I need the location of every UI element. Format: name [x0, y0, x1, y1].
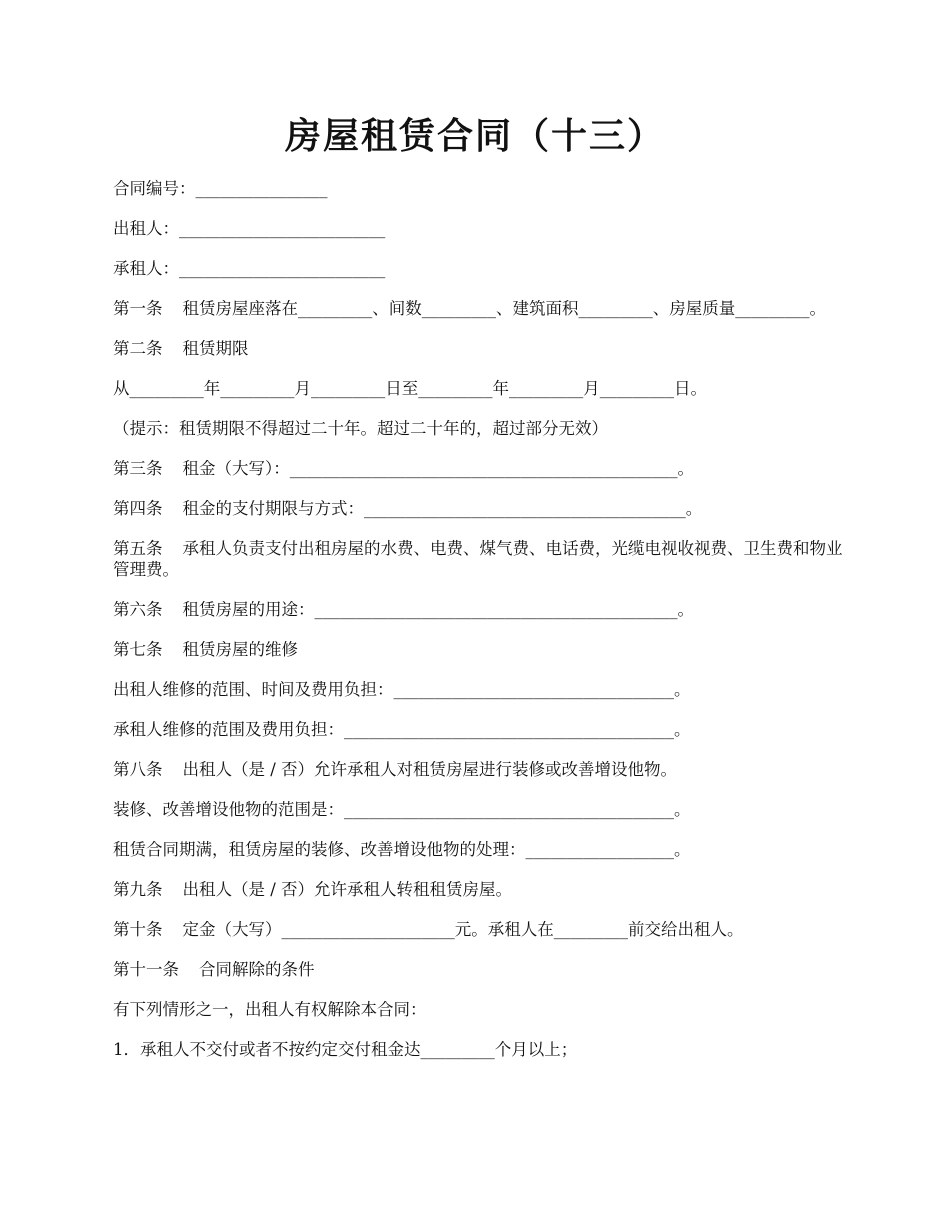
article-7	[113, 639, 843, 660]
article-8-text: 出租人（是 / 否）允许承租人对租赁房屋进行装修或改善增设他物。	[182, 760, 678, 779]
article-6-heading: 第六条	[113, 600, 163, 619]
termination-item-1: 1．承租人不交付或者不按约定交付租金达_________个月以上；	[113, 1040, 578, 1059]
article-2	[113, 338, 843, 359]
article-10-text: 定金（大写）_____________________元。承租人在_________前交给出租人。	[182, 920, 744, 939]
article-4-heading: 第四条	[113, 499, 163, 518]
article-3	[113, 458, 843, 479]
document-title: 房屋租赁合同（十三）	[284, 115, 665, 157]
contract-number-line: 合同编号：________________	[113, 179, 328, 198]
lease-term-line: 从_________年_________月_________日至_________年_________月_________日。	[113, 379, 707, 398]
article-6-text: 租赁房屋的用途：____________________________________________。	[182, 600, 694, 619]
article-8-heading: 第八条	[113, 760, 163, 779]
article-10-heading: 第十条	[113, 920, 163, 939]
article-11	[113, 959, 843, 980]
article-9	[113, 879, 843, 900]
article-2-heading: 第二条	[113, 339, 163, 358]
lessor-line: 出租人：_________________________	[113, 219, 386, 238]
article-8	[113, 759, 843, 780]
article-5	[113, 538, 843, 580]
contract-body	[113, 178, 843, 1060]
article-7-heading: 第七条	[113, 640, 163, 659]
decoration-expiry-line: 租赁合同期满，租赁房屋的装修、改善增设他物的处理：__________________。	[113, 840, 691, 859]
article-4-text: 租金的支付期限与方式：_______________________________________。	[182, 499, 703, 518]
article-3-heading: 第三条	[113, 459, 163, 478]
decoration-scope-line: 装修、改善增设他物的范围是：________________________________________。	[113, 800, 691, 819]
lease-term-hint: （提示：租赁期限不得超过二十年。超过二十年的，超过部分无效）	[113, 419, 608, 438]
repair-lessee-line: 承租人维修的范围及费用负担：________________________________________。	[113, 720, 691, 739]
article-7-text: 租赁房屋的维修	[182, 640, 298, 659]
article-1-heading: 第一条	[113, 299, 163, 318]
article-10	[113, 919, 843, 940]
article-9-heading: 第九条	[113, 880, 163, 899]
article-5-heading: 第五条	[113, 539, 163, 558]
repair-lessor-line: 出租人维修的范围、时间及费用负担：__________________________________。	[113, 680, 691, 699]
article-1-text: 租赁房屋座落在_________、间数_________、建筑面积_________、房屋质量_________。	[182, 299, 826, 318]
article-4	[113, 498, 843, 519]
termination-intro: 有下列情形之一，出租人有权解除本合同：	[113, 1000, 427, 1019]
article-2-text: 租赁期限	[182, 339, 249, 358]
lessee-line: 承租人：_________________________	[113, 259, 386, 278]
article-5-text: 承租人负责支付出租房屋的水费、电费、煤气费、电话费，光缆电视收视费、卫生费和物业管理费。	[113, 539, 843, 579]
article-9-text: 出租人（是 / 否）允许承租人转租租赁房屋。	[182, 880, 513, 899]
article-1	[113, 298, 843, 319]
article-3-text: 租金（大写）：_______________________________________________。	[182, 459, 694, 478]
article-11-heading: 第十一条	[113, 960, 179, 979]
article-11-text: 合同解除的条件	[199, 960, 315, 979]
article-6	[113, 599, 843, 620]
